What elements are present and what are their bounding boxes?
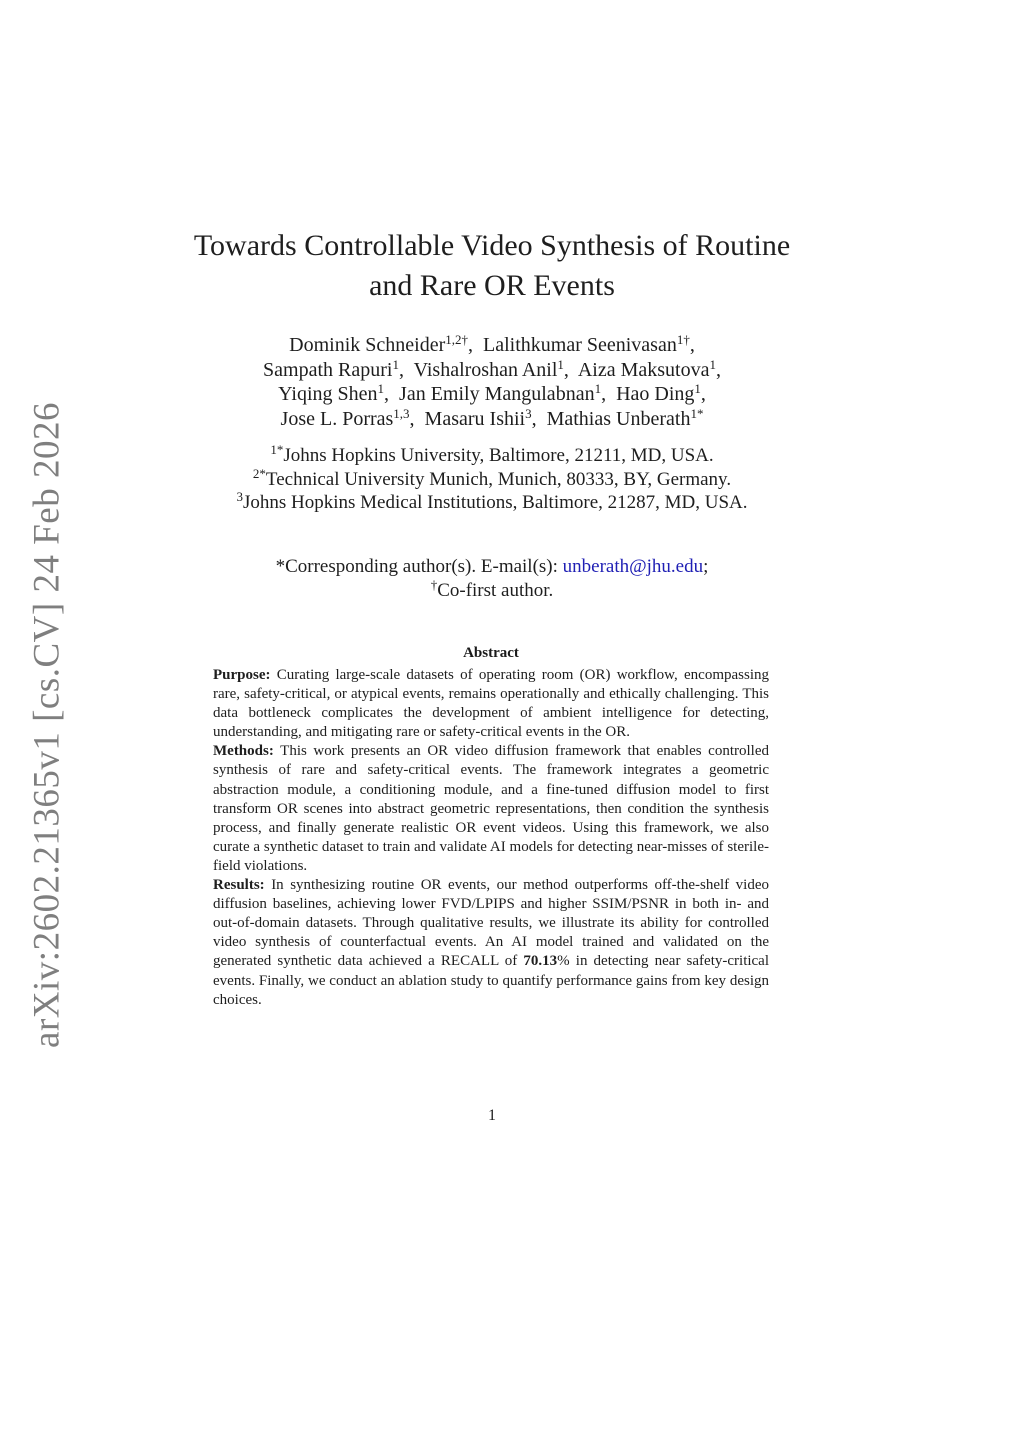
recall-value: 70.13 (523, 953, 558, 970)
page-number: 1 (488, 1107, 496, 1124)
author-name: Sampath Rapuri$^1$ (263, 356, 399, 381)
author-name: Vishalroshan Anil$^1$ (413, 356, 564, 381)
author-name: Jan Emily Mangulabnan$^1$ (399, 381, 602, 405)
abstract-results: Results: In synthesizing routine OR events, our method outperforms off-the-shelf video diffusion baselines, achieving lower FVD/LPIPS and higher SSIM/PSNR in both in- and out-of-domain datasets. Through qualitative results, we illustrate its ability for controlled video synthesis of counterfactual events. An AI model trained and validated on the generated synthetic data achieved a RECALL of 70.13% in detecting near safety-critical events. Finally, we conduct an ablation study to quantify performance gains from key design choices. (213, 877, 770, 1008)
author-line-3: Yiqing Shen$^1$, Jan Emily Mangulabnan$^1$, Hao Ding$^1$, (278, 381, 706, 405)
corresponding-author-line: *Corresponding author(s). E-mail(s): unberath@jhu.edu; (275, 556, 709, 577)
author-name: Masaru Ishii$^3$ (424, 405, 532, 430)
author-name: Jose L. Porras$^{1,3}$ (280, 405, 410, 430)
author-line-1: Dominik Schneider$^{1,2\dagger}$, Lalithkumar Seenivasan$^{1\dagger}$, (289, 332, 695, 356)
abstract-purpose: Purpose: Curating large-scale datasets of operating room (OR) workflow, encompassing rare, safety-critical, or atypical events, remains operationally and ethically challenging. This data bottleneck complicates the development of ambient intelligence for detecting, understanding, and mitigating rare or safety-critical events in the OR. (213, 667, 770, 741)
title-line-2: and Rare OR Events (369, 269, 615, 302)
author-line-4: Jose L. Porras$^{1,3}$, Masaru Ishii$^3$, Mathias Unberath$^{1*}$ (280, 405, 704, 430)
title-line-1: Towards Controllable Video Synthesis of Routine (193, 229, 791, 262)
abstract-heading: Abstract (463, 645, 519, 661)
abstract-methods: Methods: This work presents an OR video diffusion framework that enables controlled synthesis of rare and safety-critical events. The framework integrates a geometric abstraction module, a conditioning module, and a fine-tuned diffusion model to first transform OR scenes into abstract geometric representations, then condition the synthesis process, and finally generate realistic OR event videos. Using this framework, we also curate a synthetic dataset to train and validate AI models for detecting near-misses of sterile-field violations. (213, 743, 769, 874)
co-first-author-line: †Co-first author. (430, 577, 554, 601)
author-name: Hao Ding$^1$ (616, 381, 701, 405)
affiliation-list (150, 444, 834, 515)
affiliation: $^3$Johns Hopkins Medical Institutions, Baltimore, 21287, MD, USA. (236, 489, 748, 513)
author-list (150, 333, 834, 431)
author-name: Yiqing Shen$^1$ (278, 381, 385, 405)
author-line-2: Sampath Rapuri$^1$, Vishalroshan Anil$^1$, Aiza Maksutova$^1$, (263, 356, 721, 381)
abstract-body (213, 666, 769, 1010)
correspondence-note (150, 555, 834, 603)
author-name: Aiza Maksutova$^1$ (577, 356, 716, 381)
paper-title (160, 226, 824, 306)
arxiv-identifier-stamp: arXiv:2602.21365v1 [cs.CV] 24 Feb 2026 (26, 402, 68, 1048)
author-name: Mathias Unberath$^{1*}$ (546, 405, 704, 430)
affiliation: $^{2*}$Technical University Munich, Munich, 80333, BY, Germany. (252, 465, 732, 490)
author-name: Dominik Schneider$^{1,2\dagger}$ (289, 332, 468, 356)
affiliation: $^{1*}$Johns Hopkins University, Baltimore, 21211, MD, USA. (270, 442, 714, 466)
email-link[interactable]: unberath@jhu.edu (562, 556, 704, 577)
author-name: Lalithkumar Seenivasan$^{1\dagger}$ (483, 332, 690, 356)
